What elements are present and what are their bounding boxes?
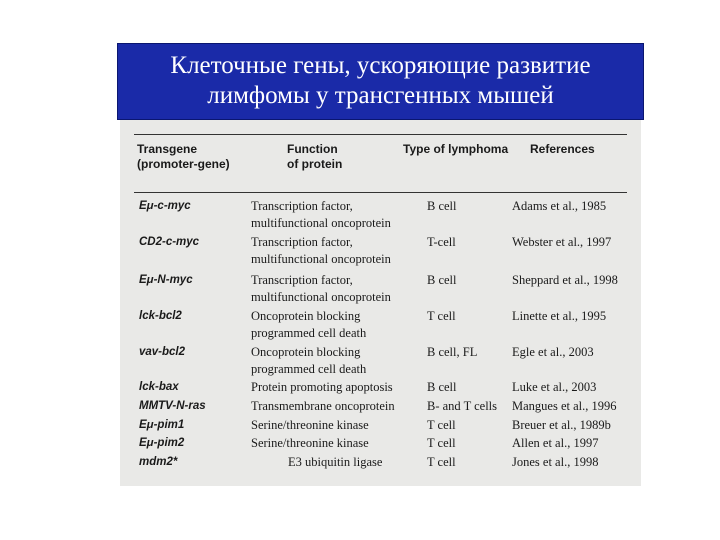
cell-transgene: Eμ-c-myc [139, 200, 191, 212]
cell-type: B cell, FL [427, 345, 478, 359]
cell-function: E3 ubiquitin ligase [288, 455, 383, 469]
cell-type: T cell [427, 436, 456, 450]
cell-function-line2: programmed cell death [251, 362, 367, 376]
cell-transgene: vav-bcl2 [139, 346, 186, 358]
cell-transgene: CD2-c-myc [139, 236, 200, 248]
cell-function-line1: Oncoprotein blocking [251, 309, 361, 323]
header-function [287, 142, 342, 172]
table-row [120, 417, 641, 435]
cell-function-line2: programmed cell death [251, 326, 367, 340]
cell-function-line1: Transcription factor, [251, 273, 353, 287]
cell-transgene: Eμ-pim1 [139, 419, 185, 431]
cell-function-line2: multifunctional oncoprotein [251, 252, 391, 266]
cell-transgene: lck-bax [139, 381, 179, 393]
cell-transgene: Eμ-N-myc [139, 274, 193, 286]
cell-transgene: lck-bcl2 [139, 310, 182, 322]
cell-reference: Luke et al., 2003 [512, 380, 597, 394]
table-row [120, 454, 641, 472]
cell-function-line1: Oncoprotein blocking [251, 345, 361, 359]
title-line-1: Клеточные гены, ускоряющие развитие [170, 52, 591, 79]
cell-reference: Linette et al., 1995 [512, 309, 607, 323]
header-rule [134, 192, 627, 193]
cell-reference: Breuer et al., 1989b [512, 418, 611, 432]
cell-type: T-cell [427, 235, 456, 249]
table-row [120, 198, 641, 230]
cell-type: B cell [427, 380, 457, 394]
cell-reference: Sheppard et al., 1998 [512, 273, 618, 287]
cell-reference: Egle et al., 2003 [512, 345, 594, 359]
cell-function: Transmembrane oncoprotein [251, 399, 395, 413]
cell-function [251, 234, 391, 268]
cell-reference: Webster et al., 1997 [512, 235, 612, 249]
table-row [120, 435, 641, 453]
table-scan [120, 120, 641, 486]
cell-function [251, 272, 391, 306]
cell-function-line1: Transcription factor, [251, 235, 353, 249]
cell-function [251, 344, 366, 378]
header-transgene [137, 142, 230, 172]
cell-reference: Jones et al., 1998 [512, 455, 599, 469]
cell-type: B cell [427, 273, 457, 287]
cell-function: Serine/threonine kinase [251, 436, 369, 450]
header-references-label: References [530, 142, 595, 156]
cell-function-line1: Transcription factor, [251, 199, 353, 213]
table-row [120, 234, 641, 266]
cell-function-line2: multifunctional oncoprotein [251, 216, 391, 230]
header-function-line2: of protein [287, 157, 343, 171]
cell-reference: Adams et al., 1985 [512, 199, 607, 213]
header-references [530, 142, 595, 157]
table-row [120, 344, 641, 376]
slide-title [117, 43, 644, 120]
table-row [120, 272, 641, 304]
table-row [120, 308, 641, 340]
cell-function [251, 308, 366, 342]
table-row [120, 379, 641, 397]
cell-transgene: Eμ-pim2 [139, 437, 185, 449]
title-line-2: лимфомы у трансгенных мышей [207, 82, 554, 109]
table-row [120, 398, 641, 416]
cell-type: T cell [427, 309, 456, 323]
cell-transgene: MMTV-N-ras [139, 400, 206, 412]
cell-function: Protein promoting apoptosis [251, 380, 393, 394]
cell-transgene: mdm2* [139, 456, 178, 468]
cell-function-line2: multifunctional oncoprotein [251, 290, 391, 304]
cell-function [251, 198, 391, 232]
cell-function: Serine/threonine kinase [251, 418, 369, 432]
header-function-line1: Function [287, 142, 338, 156]
header-transgene-line1: Transgene [137, 142, 198, 156]
cell-reference: Mangues et al., 1996 [512, 399, 617, 413]
top-rule [134, 134, 627, 135]
header-type [403, 142, 508, 157]
cell-type: B cell [427, 199, 457, 213]
cell-type: B- and T cells [427, 399, 498, 413]
cell-reference: Allen et al., 1997 [512, 436, 599, 450]
header-transgene-line2: (promoter-gene) [137, 157, 230, 171]
cell-type: T cell [427, 418, 456, 432]
header-type-label: Type of lymphoma [403, 142, 509, 156]
cell-type: T cell [427, 455, 456, 469]
